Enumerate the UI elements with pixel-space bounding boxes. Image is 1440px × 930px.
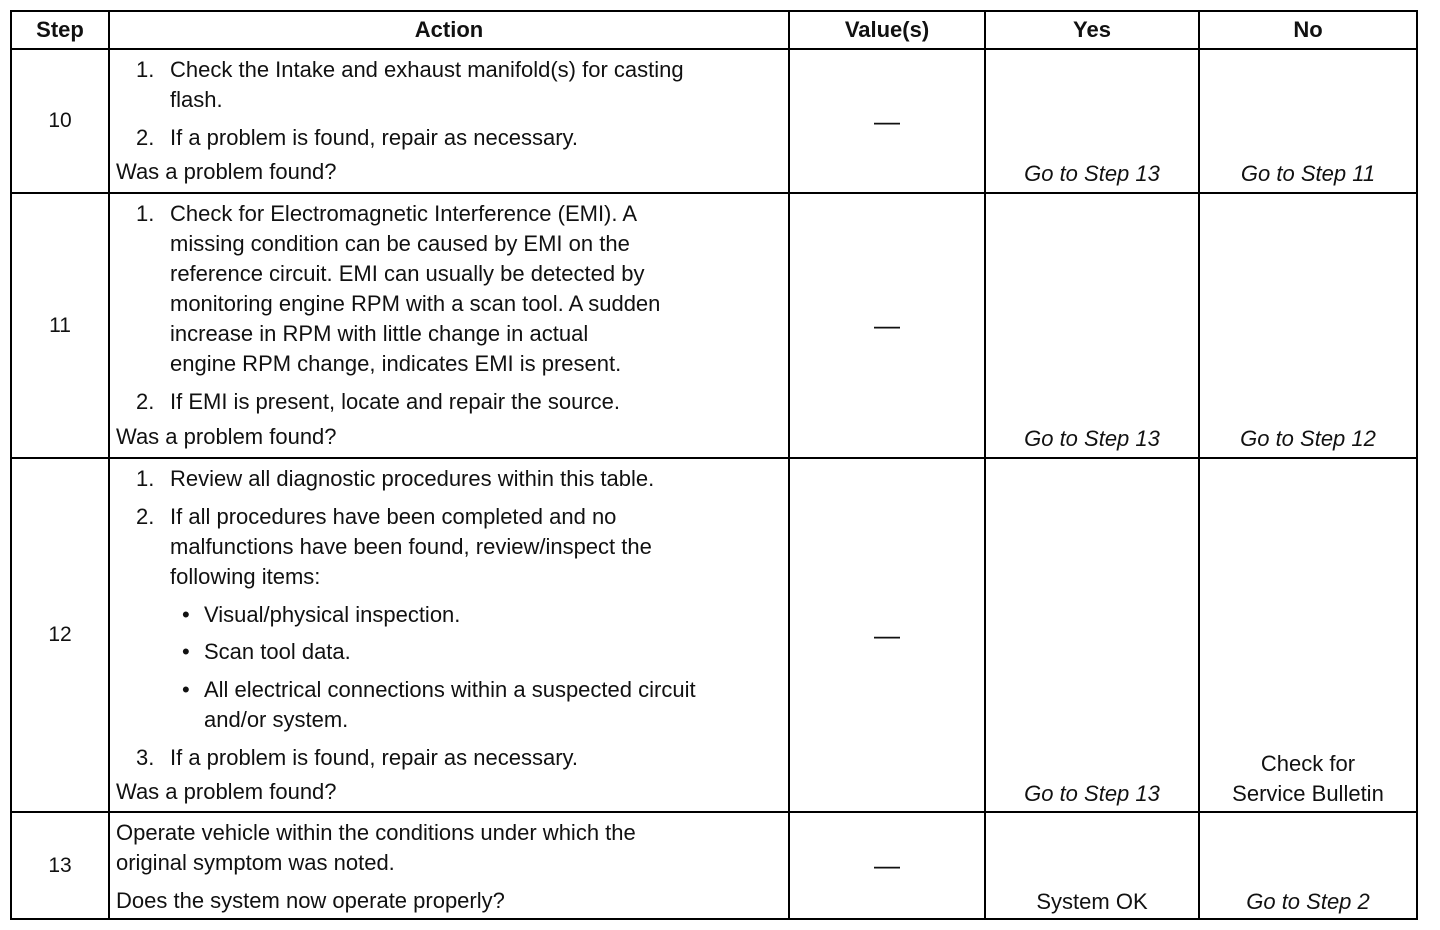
no-action: Go to Step 12: [1240, 426, 1376, 451]
yes-action: System OK: [1036, 889, 1148, 914]
action-text: Review all diagnostic procedures within this table.: [170, 466, 655, 491]
action-text: If a problem is found, repair as necessary.: [170, 745, 579, 770]
bullet-text: and/or system.: [204, 707, 349, 732]
action-text: Check for Electromagnetic Interference (EMI). A: [170, 201, 638, 226]
header-yes: Yes: [1073, 17, 1111, 42]
action-text: If EMI is present, locate and repair the source.: [170, 389, 621, 414]
action-text: Operate vehicle within the conditions under which the: [116, 820, 636, 845]
question-text: Was a problem found?: [116, 779, 337, 804]
action-text: flash.: [170, 87, 223, 112]
bullet-dot: •: [182, 677, 190, 702]
yes-action: Go to Step 13: [1024, 781, 1160, 806]
action-text: increase in RPM with little change in actual: [170, 321, 589, 346]
bullet-text: Scan tool data.: [204, 639, 351, 664]
step-number: 10: [48, 109, 72, 132]
step-number: 11: [49, 313, 71, 337]
action-text: If a problem is found, repair as necessary.: [170, 125, 579, 150]
action-text: engine RPM change, indicates EMI is present.: [170, 351, 622, 376]
row-divider: [10, 48, 1418, 50]
bullet-text: All electrical connections within a suspected circuit: [204, 677, 696, 702]
item-number: 3.: [136, 745, 155, 770]
value-dash: —: [874, 850, 900, 880]
item-number: 1.: [136, 57, 155, 82]
no-action-line: Service Bulletin: [1232, 781, 1384, 806]
action-text: missing condition can be caused by EMI on the: [170, 231, 630, 256]
action-text: monitoring engine RPM with a scan tool. A sudden: [170, 291, 661, 316]
yes-action: Go to Step 13: [1024, 426, 1160, 451]
action-text: malfunctions have been found, review/inspect the: [170, 534, 652, 559]
action-text: Check the Intake and exhaust manifold(s) for casting: [170, 57, 684, 82]
item-number: 2.: [136, 125, 155, 150]
diagnostic-table: [10, 10, 1418, 920]
bullet-text: Visual/physical inspection.: [204, 602, 461, 627]
item-number: 1.: [136, 201, 155, 226]
yes-action: Go to Step 13: [1024, 161, 1160, 186]
action-text: following items:: [170, 564, 321, 589]
question-text: Was a problem found?: [116, 159, 337, 184]
item-number: 2.: [136, 504, 155, 529]
step-number: 13: [48, 853, 72, 877]
no-action: Go to Step 11: [1240, 161, 1376, 186]
action-text: original symptom was noted.: [116, 850, 395, 875]
step-number: 12: [48, 623, 72, 646]
header-action: Action: [414, 17, 484, 42]
value-dash: —: [874, 619, 900, 650]
question-text: Was a problem found?: [116, 424, 337, 449]
bullet-dot: •: [182, 639, 190, 664]
value-dash: —: [874, 105, 900, 136]
column-divider: [108, 10, 110, 920]
value-dash: —: [874, 310, 900, 340]
no-action: Go to Step 2: [1246, 889, 1370, 914]
header-no: No: [1293, 17, 1323, 42]
header-step: Step: [36, 17, 84, 42]
action-text: reference circuit. EMI can usually be detected by: [170, 261, 645, 286]
row-divider: [10, 192, 1418, 194]
no-action-line: Check for: [1260, 751, 1356, 776]
bullet-dot: •: [182, 602, 190, 627]
question-text: Does the system now operate properly?: [116, 888, 505, 913]
header-values: Value(s): [844, 17, 930, 42]
action-text: If all procedures have been completed and no: [170, 504, 617, 529]
item-number: 2.: [136, 389, 155, 414]
row-divider: [10, 811, 1418, 813]
item-number: 1.: [136, 466, 155, 491]
row-divider: [10, 457, 1418, 459]
